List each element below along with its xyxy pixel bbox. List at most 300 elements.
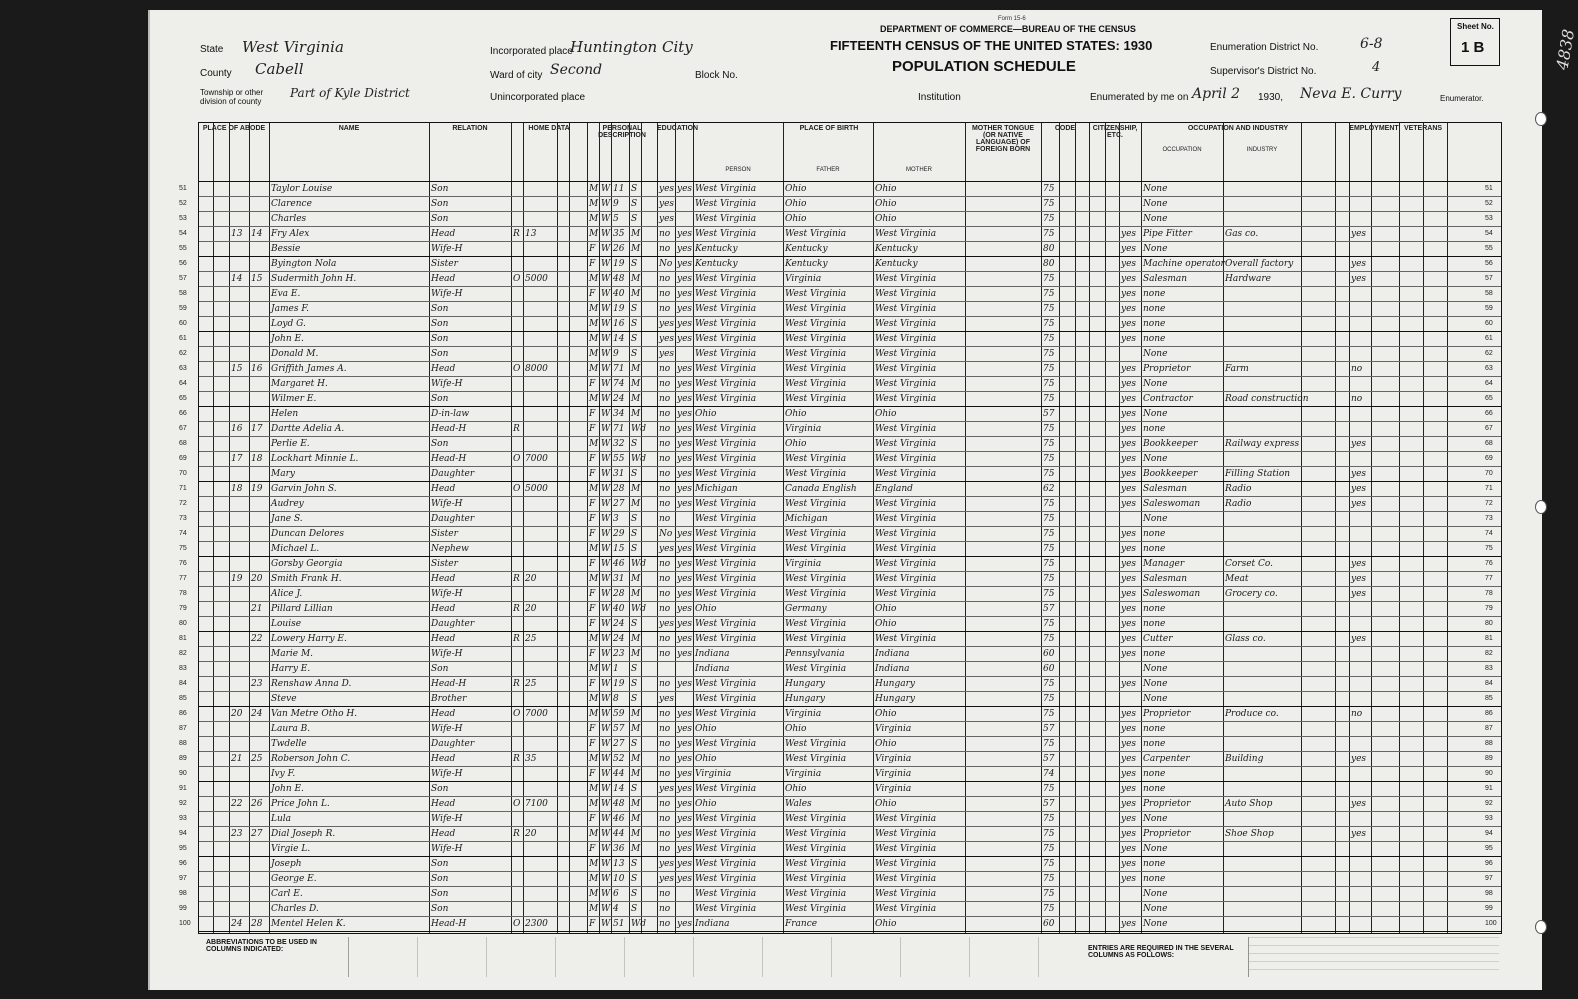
cell-code: 75 — [1043, 559, 1055, 569]
cell-sch: yes — [659, 619, 675, 629]
cell-sex: F — [589, 724, 596, 734]
cell-race: W — [601, 844, 611, 854]
cell-sch: no — [659, 604, 671, 614]
cell-fa: Hungary — [785, 679, 825, 689]
cell-fam: 16 — [251, 364, 263, 374]
line-number: 96 — [179, 860, 187, 867]
cell-rd: yes — [677, 769, 693, 779]
cell-mo: West Virginia — [875, 529, 937, 539]
cell-occ: None — [1143, 889, 1168, 899]
cell-val: 20 — [525, 829, 537, 839]
cell-eng: yes — [1121, 634, 1137, 644]
cell-age: 57 — [613, 724, 625, 734]
line-number: 94 — [179, 830, 187, 837]
cell-sex: F — [589, 529, 596, 539]
state-label: State — [200, 44, 224, 55]
cell-occ: Carpenter — [1143, 754, 1190, 764]
cell-rel: Son — [431, 214, 449, 224]
cell-rel: Son — [431, 889, 449, 899]
cell-bp: West Virginia — [695, 874, 757, 884]
cell-eng: yes — [1121, 409, 1137, 419]
line-number: 55 — [179, 245, 187, 252]
cell-race: W — [601, 544, 611, 554]
cell-sex: M — [589, 709, 599, 719]
column-header: OCCUPATION — [1162, 147, 1202, 153]
cell-rel: Son — [431, 439, 449, 449]
line-number: 67 — [179, 425, 187, 432]
cell-occ: Bookkeeper — [1143, 469, 1198, 479]
cell-mar: M — [631, 274, 641, 284]
cell-emp: yes — [1351, 634, 1367, 644]
cell-rd: yes — [677, 229, 693, 239]
line-number-right: 51 — [1485, 185, 1493, 192]
line-number: 88 — [179, 740, 187, 747]
cell-emp: yes — [1351, 499, 1367, 509]
cell-code: 75 — [1043, 784, 1055, 794]
cell-own: R — [513, 679, 520, 689]
cell-age: 26 — [613, 244, 625, 254]
cell-rel: Brother — [431, 694, 467, 704]
cell-fam: 23 — [251, 679, 263, 689]
cell-mar: S — [631, 259, 638, 269]
row-divider — [199, 646, 1501, 647]
cell-mo: Ohio — [875, 214, 897, 224]
cell-age: 19 — [613, 304, 625, 314]
cell-race: W — [601, 259, 611, 269]
cell-own: O — [513, 709, 521, 719]
cell-sex: M — [589, 574, 599, 584]
cell-sch: yes — [659, 214, 675, 224]
cell-occ: none — [1143, 619, 1166, 629]
cell-bp: West Virginia — [695, 829, 757, 839]
cell-eng: yes — [1121, 439, 1137, 449]
cell-name: Mary — [271, 469, 295, 479]
cell-occ: None — [1143, 814, 1168, 824]
row-divider — [199, 466, 1501, 467]
cell-race: W — [601, 289, 611, 299]
cell-eng: yes — [1121, 529, 1137, 539]
cell-mo: Ohio — [875, 799, 897, 809]
row-divider — [199, 511, 1501, 512]
township-value: Part of Kyle District — [290, 86, 410, 100]
cell-age: 24 — [613, 619, 625, 629]
cell-sex: M — [589, 199, 599, 209]
cell-sch: no — [659, 754, 671, 764]
cell-sex: M — [589, 439, 599, 449]
cell-mo: West Virginia — [875, 454, 937, 464]
cell-name: Charles D. — [271, 904, 319, 914]
cell-rd: yes — [677, 799, 693, 809]
cell-rel: Sister — [431, 559, 458, 569]
line-number-right: 89 — [1485, 755, 1493, 762]
cell-mar: Wd — [631, 424, 647, 434]
line-number-right: 58 — [1485, 290, 1493, 297]
cell-sch: no — [659, 229, 671, 239]
cell-age: 4 — [613, 904, 619, 914]
cell-age: 52 — [613, 754, 625, 764]
cell-eng: yes — [1121, 244, 1137, 254]
cell-age: 34 — [613, 409, 625, 419]
cell-rd: yes — [677, 529, 693, 539]
column-header: MOTHER — [906, 167, 932, 173]
cell-code: 75 — [1043, 694, 1055, 704]
cell-ind: Glass co. — [1225, 634, 1266, 644]
cell-mar: S — [631, 214, 638, 224]
cell-fa: West Virginia — [785, 889, 847, 899]
cell-code: 80 — [1043, 259, 1055, 269]
cell-sch: yes — [659, 334, 675, 344]
row-divider — [199, 406, 1501, 407]
cell-fa: West Virginia — [785, 499, 847, 509]
cell-rel: Wife-H — [431, 379, 463, 389]
cell-fa: West Virginia — [785, 394, 847, 404]
cell-mo: Kentucky — [875, 259, 918, 269]
cell-bp: Virginia — [695, 769, 732, 779]
cell-sex: M — [589, 214, 599, 224]
cell-eng: yes — [1121, 319, 1137, 329]
cell-code: 75 — [1043, 274, 1055, 284]
cell-val: 8000 — [525, 364, 548, 374]
cell-bp: West Virginia — [695, 814, 757, 824]
row-divider — [199, 661, 1501, 662]
cell-name: Steve — [271, 694, 297, 704]
cell-own: R — [513, 829, 520, 839]
cell-ind: Corset Co. — [1225, 559, 1274, 569]
cell-val: 5000 — [525, 484, 548, 494]
cell-ind: Filling Station — [1225, 469, 1291, 479]
cell-code: 75 — [1043, 874, 1055, 884]
cell-occ: Saleswoman — [1143, 589, 1201, 599]
cell-mar: M — [631, 589, 641, 599]
column-header: RELATION — [452, 125, 488, 132]
enumerated-label: Enumerated by me on — [1090, 92, 1189, 103]
cell-sch: no — [659, 769, 671, 779]
cell-eng: yes — [1121, 334, 1137, 344]
line-number: 82 — [179, 650, 187, 657]
cell-mo: Virginia — [875, 724, 912, 734]
cell-sch: no — [659, 904, 671, 914]
cell-fa: Virginia — [785, 769, 822, 779]
cell-race: W — [601, 454, 611, 464]
row-divider — [199, 286, 1501, 287]
cell-name: Pillard Lillian — [271, 604, 333, 614]
cell-rel: Son — [431, 304, 449, 314]
cell-race: W — [601, 514, 611, 524]
cell-fam: 27 — [251, 829, 263, 839]
cell-emp: yes — [1351, 229, 1367, 239]
cell-fa: West Virginia — [785, 319, 847, 329]
cell-race: W — [601, 919, 611, 929]
cell-ind: Auto Shop — [1225, 799, 1273, 809]
cell-name: Bessie — [271, 244, 301, 254]
cell-fa: Ohio — [785, 199, 807, 209]
department-line: DEPARTMENT OF COMMERCE—BUREAU OF THE CENSUS — [880, 24, 1136, 34]
cell-code: 75 — [1043, 844, 1055, 854]
line-number-right: 56 — [1485, 260, 1493, 267]
cell-occ: Pipe Fitter — [1143, 229, 1192, 239]
cell-fa: West Virginia — [785, 619, 847, 629]
row-divider — [199, 436, 1501, 437]
row-divider — [199, 496, 1501, 497]
cell-occ: none — [1143, 739, 1166, 749]
cell-race: W — [601, 739, 611, 749]
cell-bp: Ohio — [695, 754, 717, 764]
cell-sch: no — [659, 919, 671, 929]
cell-rel: Daughter — [431, 469, 475, 479]
cell-age: 27 — [613, 499, 625, 509]
cell-mo: West Virginia — [875, 439, 937, 449]
cell-mo: West Virginia — [875, 304, 937, 314]
cell-ind: Produce co. — [1225, 709, 1279, 719]
cell-emp: no — [1351, 394, 1363, 404]
cell-val: 25 — [525, 679, 537, 689]
cell-mo: England — [875, 484, 913, 494]
cell-fa: West Virginia — [785, 364, 847, 374]
cell-name: George E. — [271, 874, 317, 884]
cell-age: 46 — [613, 814, 625, 824]
cell-mar: M — [631, 709, 641, 719]
cell-emp: yes — [1351, 259, 1367, 269]
cell-fam: 24 — [251, 709, 263, 719]
cell-sch: yes — [659, 319, 675, 329]
cell-code: 75 — [1043, 499, 1055, 509]
cell-race: W — [601, 274, 611, 284]
cell-race: W — [601, 589, 611, 599]
cell-code: 75 — [1043, 439, 1055, 449]
cell-ind: Railway express — [1225, 439, 1300, 449]
cell-mo: West Virginia — [875, 274, 937, 284]
cell-fa: West Virginia — [785, 454, 847, 464]
cell-ind: Radio — [1225, 484, 1252, 494]
cell-eng: yes — [1121, 769, 1137, 779]
row-divider — [199, 691, 1501, 692]
line-number: 64 — [179, 380, 187, 387]
cell-fa: West Virginia — [785, 754, 847, 764]
cell-eng: yes — [1121, 919, 1137, 929]
cell-bp: West Virginia — [695, 439, 757, 449]
line-number: 92 — [179, 800, 187, 807]
cell-race: W — [601, 409, 611, 419]
column-header: INDUSTRY — [1246, 147, 1278, 153]
cell-sex: F — [589, 814, 596, 824]
line-number: 97 — [179, 875, 187, 882]
cell-race: W — [601, 694, 611, 704]
cell-mo: Virginia — [875, 769, 912, 779]
cell-val: 20 — [525, 574, 537, 584]
cell-rd: yes — [677, 544, 693, 554]
cell-mo: West Virginia — [875, 814, 937, 824]
cell-race: W — [601, 184, 611, 194]
row-divider — [199, 871, 1501, 872]
row-divider — [199, 331, 1501, 332]
cell-sex: M — [589, 874, 599, 884]
cell-dw: 22 — [231, 799, 243, 809]
cell-own: R — [513, 424, 520, 434]
cell-mar: S — [631, 784, 638, 794]
cell-sch: no — [659, 514, 671, 524]
column-header: CITIZENSHIP, ETC. — [1092, 125, 1138, 139]
cell-sex: M — [589, 304, 599, 314]
cell-name: Virgie L. — [271, 844, 311, 854]
cell-rd: yes — [677, 394, 693, 404]
cell-race: W — [601, 214, 611, 224]
cell-fa: Kentucky — [785, 244, 828, 254]
line-number-right: 88 — [1485, 740, 1493, 747]
cell-emp: yes — [1351, 589, 1367, 599]
row-divider — [199, 631, 1501, 632]
cell-age: 11 — [613, 184, 625, 194]
cell-sex: M — [589, 334, 599, 344]
cell-age: 14 — [613, 334, 625, 344]
cell-bp: West Virginia — [695, 454, 757, 464]
schedule-grid — [179, 122, 1502, 934]
cell-eng: yes — [1121, 229, 1137, 239]
cell-fa: France — [785, 919, 818, 929]
cell-rel: Head — [431, 799, 456, 809]
cell-rd: yes — [677, 379, 693, 389]
state-value: West Virginia — [242, 38, 344, 56]
cell-eng: yes — [1121, 424, 1137, 434]
census-sheet — [148, 10, 1542, 990]
cell-mo: West Virginia — [875, 364, 937, 374]
cell-mar: S — [631, 439, 638, 449]
cell-code: 75 — [1043, 514, 1055, 524]
row-divider — [199, 841, 1501, 842]
line-number: 56 — [179, 260, 187, 267]
cell-race: W — [601, 874, 611, 884]
line-number-right: 63 — [1485, 365, 1493, 372]
cell-own: R — [513, 229, 520, 239]
row-divider — [199, 346, 1501, 347]
row-divider — [199, 571, 1501, 572]
cell-race: W — [601, 469, 611, 479]
cell-emp: yes — [1351, 574, 1367, 584]
cell-eng: yes — [1121, 379, 1137, 389]
cell-race: W — [601, 229, 611, 239]
cell-own: O — [513, 484, 521, 494]
cell-eng: yes — [1121, 859, 1137, 869]
cell-occ: None — [1143, 664, 1168, 674]
entries-table — [1248, 937, 1499, 977]
cell-race: W — [601, 724, 611, 734]
line-number-right: 52 — [1485, 200, 1493, 207]
cell-mo: West Virginia — [875, 319, 937, 329]
line-number-right: 64 — [1485, 380, 1493, 387]
cell-mar: M — [631, 844, 641, 854]
line-number: 76 — [179, 560, 187, 567]
cell-bp: West Virginia — [695, 304, 757, 314]
census-title: FIFTEENTH CENSUS OF THE UNITED STATES: 1930 — [830, 38, 1153, 53]
cell-fa: Wales — [785, 799, 812, 809]
line-number: 86 — [179, 710, 187, 717]
cell-code: 75 — [1043, 829, 1055, 839]
line-number-right: 99 — [1485, 905, 1493, 912]
cell-race: W — [601, 394, 611, 404]
cell-rel: Wife-H — [431, 814, 463, 824]
cell-name: Michael L. — [271, 544, 320, 554]
cell-sch: no — [659, 304, 671, 314]
cell-sch: no — [659, 709, 671, 719]
line-number-right: 60 — [1485, 320, 1493, 327]
cell-code: 75 — [1043, 454, 1055, 464]
cell-own: R — [513, 574, 520, 584]
cell-rel: Son — [431, 904, 449, 914]
cell-race: W — [601, 379, 611, 389]
cell-eng: yes — [1121, 574, 1137, 584]
cell-rd: yes — [677, 244, 693, 254]
cell-eng: yes — [1121, 559, 1137, 569]
cell-race: W — [601, 559, 611, 569]
cell-age: 59 — [613, 709, 625, 719]
cell-mo: West Virginia — [875, 844, 937, 854]
cell-bp: West Virginia — [695, 574, 757, 584]
cell-rd: yes — [677, 649, 693, 659]
cell-bp: West Virginia — [695, 289, 757, 299]
cell-sch: yes — [659, 184, 675, 194]
cell-sch: no — [659, 589, 671, 599]
cell-mo: Kentucky — [875, 244, 918, 254]
cell-name: Smith Frank H. — [271, 574, 342, 584]
row-divider — [199, 271, 1501, 272]
cell-mo: West Virginia — [875, 514, 937, 524]
column-header: MOTHER TONGUE (OR NATIVE LANGUAGE) OF FOREIGN BORN — [971, 125, 1035, 153]
cell-age: 24 — [613, 394, 625, 404]
line-number-right: 65 — [1485, 395, 1493, 402]
cell-mo: West Virginia — [875, 229, 937, 239]
cell-rel: Head-H — [431, 454, 467, 464]
cell-rd: yes — [677, 754, 693, 764]
cell-sch: yes — [659, 874, 675, 884]
cell-emp: no — [1351, 709, 1363, 719]
cell-mar: S — [631, 199, 638, 209]
cell-bp: West Virginia — [695, 499, 757, 509]
county-value: Cabell — [255, 60, 304, 78]
cell-bp: West Virginia — [695, 394, 757, 404]
line-number-right: 83 — [1485, 665, 1493, 672]
cell-rd: yes — [677, 499, 693, 509]
cell-code: 75 — [1043, 574, 1055, 584]
cell-name: Mentel Helen K. — [271, 919, 346, 929]
cell-race: W — [601, 424, 611, 434]
row-divider — [199, 901, 1501, 902]
cell-fa: Hungary — [785, 694, 825, 704]
cell-ind: Meat — [1225, 574, 1249, 584]
row-divider — [199, 886, 1501, 887]
cell-occ: Salesman — [1143, 274, 1188, 284]
binder-hole — [1535, 112, 1547, 126]
cell-mo: Ohio — [875, 604, 897, 614]
cell-fa: West Virginia — [785, 814, 847, 824]
cell-name: Roberson John C. — [271, 754, 351, 764]
row-divider — [199, 751, 1501, 752]
cell-dw: 15 — [231, 364, 243, 374]
cell-name: Harry E. — [271, 664, 311, 674]
line-number-right: 97 — [1485, 875, 1493, 882]
cell-code: 75 — [1043, 349, 1055, 359]
cell-age: 3 — [613, 514, 619, 524]
line-number: 71 — [179, 485, 187, 492]
cell-val: 13 — [525, 229, 537, 239]
cell-own: O — [513, 454, 521, 464]
cell-sch: no — [659, 394, 671, 404]
cell-own: O — [513, 364, 521, 374]
cell-name: Alice J. — [271, 589, 303, 599]
row-divider — [199, 391, 1501, 392]
column-header: EDUCATION — [657, 125, 699, 132]
cell-own: O — [513, 919, 521, 929]
cell-fa: Virginia — [785, 559, 822, 569]
cell-bp: Indiana — [695, 664, 730, 674]
